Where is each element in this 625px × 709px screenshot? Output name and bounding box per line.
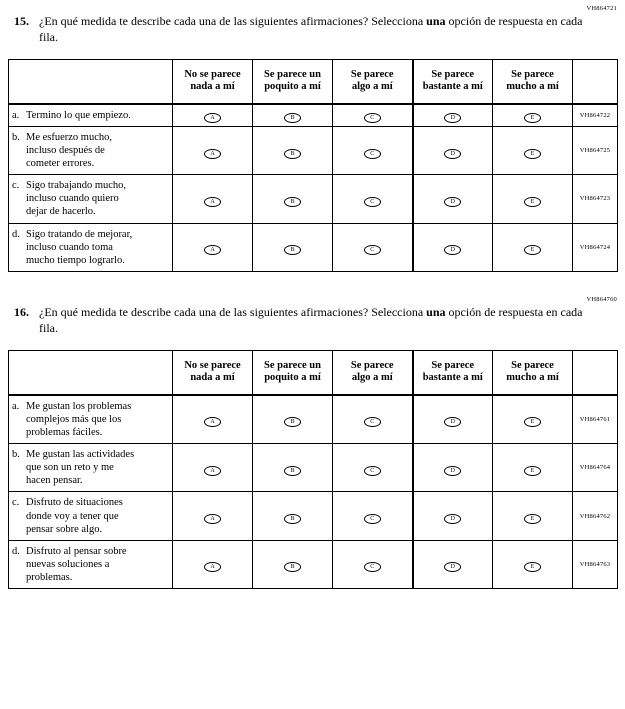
- answer-oval-d[interactable]: [444, 562, 461, 572]
- oval-letter: B: [290, 247, 295, 254]
- answer-cell: [253, 492, 333, 540]
- oval-letter: C: [370, 419, 375, 426]
- answer-oval-b[interactable]: [284, 562, 301, 572]
- answer-oval-a[interactable]: [204, 417, 221, 427]
- oval-letter: D: [450, 198, 455, 205]
- statement-letter: c.: [12, 180, 20, 192]
- statement-cell: [9, 104, 173, 127]
- answer-oval-c[interactable]: [364, 417, 381, 427]
- question-15-prompt-text: [39, 14, 584, 45]
- answer-oval-b[interactable]: [284, 245, 301, 255]
- oval-letter: D: [450, 150, 455, 157]
- answer-cell: [253, 223, 333, 271]
- oval-letter: E: [530, 467, 535, 474]
- answer-oval-b[interactable]: [284, 113, 301, 123]
- column-header-mucho: Se parece mucho a mí: [493, 351, 573, 395]
- empty-code-header-cell: [573, 60, 618, 104]
- oval-letter: C: [370, 198, 375, 205]
- oval-letter: C: [370, 247, 375, 254]
- oval-letter: D: [450, 247, 455, 254]
- oval-letter: A: [210, 467, 215, 474]
- answer-cell: [413, 223, 493, 271]
- statement-cell: [9, 395, 173, 444]
- oval-letter: E: [530, 115, 535, 122]
- oval-letter: B: [290, 516, 295, 523]
- column-header-bastante: Se parece bastante a mí: [413, 60, 493, 104]
- statement-row-b: [9, 126, 618, 174]
- answer-cell: [413, 492, 493, 540]
- statement-row-a: [9, 104, 618, 127]
- answer-cell: [333, 223, 413, 271]
- question-15-prompt: [14, 14, 617, 45]
- answer-cell: [333, 104, 413, 127]
- answer-oval-d[interactable]: [444, 245, 461, 255]
- row-code: VH864724: [573, 223, 618, 271]
- answer-cell: [173, 104, 253, 127]
- answer-oval-d[interactable]: [444, 113, 461, 123]
- answer-cell: [253, 104, 333, 127]
- question-15-number: 15.: [14, 14, 29, 28]
- prompt-post: opción de respuesta en cada fila.: [39, 14, 583, 44]
- answer-oval-a[interactable]: [204, 562, 221, 572]
- answer-cell: [253, 126, 333, 174]
- oval-letter: A: [210, 564, 215, 571]
- oval-letter: A: [210, 419, 215, 426]
- prompt-bold: una: [426, 14, 446, 28]
- oval-letter: C: [370, 564, 375, 571]
- answer-cell: [173, 395, 253, 444]
- row-code: VH864762: [573, 492, 618, 540]
- oval-letter: D: [450, 564, 455, 571]
- answer-oval-d[interactable]: [444, 149, 461, 159]
- answer-oval-e[interactable]: [524, 417, 541, 427]
- statement-cell: [9, 492, 173, 540]
- answer-cell: [333, 540, 413, 588]
- statement-row-c: [9, 175, 618, 223]
- answer-oval-e[interactable]: [524, 466, 541, 476]
- answer-oval-b[interactable]: [284, 197, 301, 207]
- answer-oval-d[interactable]: [444, 197, 461, 207]
- q16-response-table: [8, 350, 618, 589]
- row-code: VH864761: [573, 395, 618, 444]
- answer-cell: [493, 492, 573, 540]
- oval-letter: E: [530, 150, 535, 157]
- statement-cell: [9, 540, 173, 588]
- row-code: VH864722: [573, 104, 618, 127]
- statement-text: Sigo trabajando mucho, incluso cuando quiero dejar de hacerlo.: [26, 180, 127, 218]
- oval-letter: A: [210, 115, 215, 122]
- answer-cell: [173, 444, 253, 492]
- answer-cell: [173, 223, 253, 271]
- oval-letter: E: [530, 198, 535, 205]
- statement-cell: [9, 444, 173, 492]
- statement-letter: b.: [12, 449, 20, 460]
- answer-cell: [253, 444, 333, 492]
- answer-oval-d[interactable]: [444, 417, 461, 427]
- oval-letter: C: [370, 150, 375, 157]
- oval-letter: A: [210, 516, 215, 523]
- answer-oval-d[interactable]: [444, 514, 461, 524]
- statement-text: Disfruto al pensar sobre nuevas soluciones a problemas.: [26, 545, 127, 583]
- question-16-prompt-text: [39, 305, 584, 336]
- oval-letter: B: [290, 467, 295, 474]
- answer-cell: [493, 175, 573, 223]
- oval-letter: B: [290, 419, 295, 426]
- statement-letter: d.: [12, 545, 20, 557]
- answer-cell: [413, 104, 493, 127]
- answer-oval-b[interactable]: [284, 417, 301, 427]
- column-header-algo: Se parece algo a mí: [333, 60, 413, 104]
- question-15-accession-code: VH864721: [586, 5, 617, 12]
- empty-corner-cell: [9, 351, 173, 395]
- answer-cell: [253, 395, 333, 444]
- answer-oval-c[interactable]: [364, 149, 381, 159]
- statement-text: Sigo tratando de mejorar, incluso cuando toma mucho tiempo lograrlo.: [26, 228, 133, 266]
- oval-letter: A: [210, 150, 215, 157]
- oval-letter: A: [210, 247, 215, 254]
- oval-letter: B: [290, 198, 295, 205]
- oval-letter: C: [370, 516, 375, 523]
- question-16-section: [8, 296, 617, 589]
- statement-letter: a.: [12, 109, 20, 121]
- empty-code-header-cell: [573, 351, 618, 395]
- column-header-bastante: Se parece bastante a mí: [413, 351, 493, 395]
- statement-row-d: [9, 540, 618, 588]
- column-header-mucho: Se parece mucho a mí: [493, 60, 573, 104]
- answer-oval-d[interactable]: [444, 466, 461, 476]
- answer-oval-e[interactable]: [524, 113, 541, 123]
- column-header-nada: No se parece nada a mí: [173, 351, 253, 395]
- column-header-poquito: Se parece un poquito a mí: [253, 60, 333, 104]
- oval-letter: A: [210, 198, 215, 205]
- column-header-nada: No se parece nada a mí: [173, 60, 253, 104]
- answer-oval-b[interactable]: [284, 466, 301, 476]
- statement-row-c: [9, 492, 618, 540]
- oval-letter: B: [290, 564, 295, 571]
- answer-oval-c[interactable]: [364, 197, 381, 207]
- column-header-poquito: Se parece un poquito a mí: [253, 351, 333, 395]
- statement-letter: b.: [12, 131, 20, 143]
- answer-cell: [413, 540, 493, 588]
- answer-oval-e[interactable]: [524, 562, 541, 572]
- q16-header-row: [9, 351, 618, 395]
- prompt-pre: ¿En qué medida te describe cada una de las siguientes afirmaciones? Selecciona: [39, 14, 427, 28]
- oval-letter: B: [290, 150, 295, 157]
- prompt-post: opción de respuesta en cada fila.: [39, 304, 583, 335]
- answer-oval-c[interactable]: [364, 514, 381, 524]
- answer-cell: [173, 175, 253, 223]
- q15-header-row: [9, 60, 618, 104]
- oval-letter: D: [450, 115, 455, 122]
- answer-oval-c[interactable]: [364, 466, 381, 476]
- answer-oval-a[interactable]: [204, 514, 221, 524]
- answer-cell: [413, 126, 493, 174]
- empty-corner-cell: [9, 60, 173, 104]
- row-code: VH864723: [573, 175, 618, 223]
- answer-cell: [493, 223, 573, 271]
- answer-cell: [173, 126, 253, 174]
- answer-cell: [333, 492, 413, 540]
- answer-cell: [173, 540, 253, 588]
- answer-cell: [333, 175, 413, 223]
- answer-oval-a[interactable]: [204, 197, 221, 207]
- answer-oval-a[interactable]: [204, 466, 221, 476]
- oval-letter: B: [290, 115, 295, 122]
- statement-text: Me gustan las actividades que son un reto y me hacen pensar.: [26, 449, 135, 487]
- statement-letter: c.: [12, 497, 20, 509]
- statement-text: Termino lo que empiezo.: [26, 109, 131, 121]
- oval-letter: D: [450, 419, 455, 426]
- answer-cell: [333, 395, 413, 444]
- answer-cell: [493, 540, 573, 588]
- question-15-section: [8, 5, 617, 272]
- statement-row-a: [9, 395, 618, 444]
- column-header-algo: Se parece algo a mí: [333, 351, 413, 395]
- oval-letter: D: [450, 467, 455, 474]
- oval-letter: E: [530, 247, 535, 254]
- oval-letter: E: [530, 564, 535, 571]
- answer-cell: [493, 126, 573, 174]
- answer-cell: [413, 175, 493, 223]
- answer-cell: [413, 395, 493, 444]
- statement-cell: [9, 126, 173, 174]
- answer-oval-e[interactable]: [524, 197, 541, 207]
- question-16-accession-code: VH864760: [586, 295, 617, 303]
- answer-cell: [493, 104, 573, 127]
- answer-oval-c[interactable]: [364, 245, 381, 255]
- answer-oval-a[interactable]: [204, 245, 221, 255]
- answer-oval-c[interactable]: [364, 562, 381, 572]
- oval-letter: C: [370, 467, 375, 474]
- row-code: VH864763: [573, 540, 618, 588]
- oval-letter: D: [450, 516, 455, 523]
- statement-row-d: [9, 223, 618, 271]
- question-16-prompt: [14, 305, 617, 336]
- statement-row-b: [9, 444, 618, 492]
- statement-text: Me esfuerzo mucho, incluso después de cometer errores.: [26, 131, 113, 170]
- prompt-pre: ¿En qué medida te describe cada una de las siguientes afirmaciones? Selecciona: [39, 304, 427, 319]
- answer-cell: [333, 126, 413, 174]
- answer-oval-b[interactable]: [284, 149, 301, 159]
- answer-cell: [413, 444, 493, 492]
- answer-oval-c[interactable]: [364, 113, 381, 123]
- answer-cell: [493, 395, 573, 444]
- answer-oval-a[interactable]: [204, 149, 221, 159]
- statement-letter: d.: [12, 228, 20, 240]
- answer-oval-e[interactable]: [524, 149, 541, 159]
- q15-response-table: [8, 59, 618, 272]
- statement-cell: [9, 175, 173, 223]
- answer-cell: [173, 492, 253, 540]
- statement-text: Me gustan los problemas complejos más que los problemas fáciles.: [26, 400, 132, 438]
- answer-cell: [493, 444, 573, 492]
- row-code: VH864764: [573, 444, 618, 492]
- oval-letter: E: [530, 419, 535, 426]
- question-16-number: 16.: [14, 304, 29, 319]
- answer-cell: [253, 175, 333, 223]
- statement-text: Disfruto de situaciones donde voy a tener que pensar sobre algo.: [26, 497, 123, 535]
- answer-oval-b[interactable]: [284, 514, 301, 524]
- answer-oval-e[interactable]: [524, 514, 541, 524]
- answer-oval-a[interactable]: [204, 113, 221, 123]
- answer-cell: [253, 540, 333, 588]
- answer-cell: [333, 444, 413, 492]
- oval-letter: E: [530, 516, 535, 523]
- statement-letter: a.: [12, 400, 20, 412]
- statement-cell: [9, 223, 173, 271]
- answer-oval-e[interactable]: [524, 245, 541, 255]
- oval-letter: C: [370, 115, 375, 122]
- row-code: VH864725: [573, 126, 618, 174]
- prompt-bold: una: [426, 304, 446, 319]
